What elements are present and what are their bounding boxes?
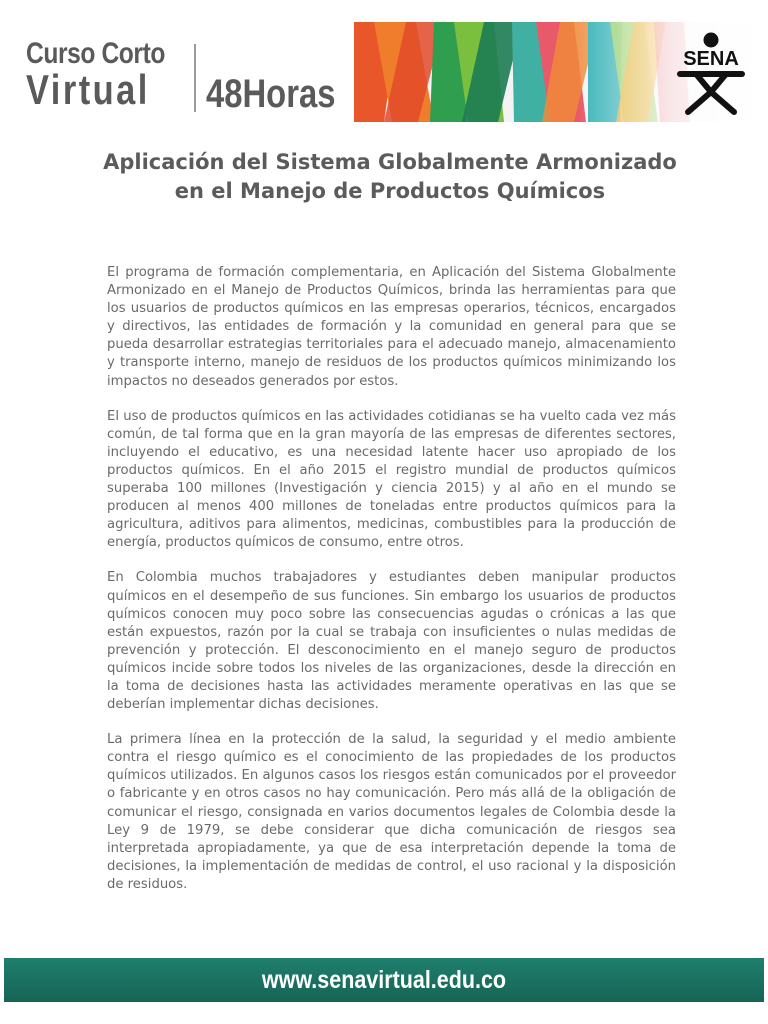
body-paragraph: El programa de formación complementaria, en Aplicación del Sistema Globalmente Armonizado en el Manejo de Productos Químicos, brinda las herramientas para que los usuarios de productos químicos en las empresas operarios, técnicos, encargados y directivos, las entidades de formación y la comunidad en general para que se pueda desarrollar estrategias territoriales para el adecuado manejo, almacenamiento y transporte interno, manejo de residuos de los productos químicos minimizando los impactos no deseados generados por estos. <box>107 265 676 389</box>
sena-logo-figure-icon <box>680 74 742 112</box>
document-body <box>107 264 676 911</box>
document-title: Aplicación del Sistema Globalmente Armonizado en el Manejo de Productos Químicos <box>103 150 677 203</box>
footer-url: www.senavirtual.edu.co <box>261 966 507 994</box>
body-paragraph: La primera línea en la protección de la salud, la seguridad y el medio ambiente contra el riesgo químico es el conocimiento de las propiedades de los productos químicos utilizados. En algunos casos los riesgos están comunicados por el proveedor o fabricante y en otros casos no hay comunicación. Pero más allá de la obligación de comunicar el riesgo, consignada en varios documentos legales de Colombia desde la Ley 9 de 1979, se debe considerar que dicha comunicación de riesgos sea interpretada apropiadamente, ya que de esa interpretación depende la toma de decisiones, la implementación de medidas de control, el uso racional y la disposición de residuos. <box>107 732 676 892</box>
page-footer <box>4 958 764 1002</box>
course-hours: 48Horas <box>206 72 336 116</box>
sena-logo <box>666 30 756 118</box>
course-brand <box>26 37 196 113</box>
brand-line-curso-corto: Curso Corto <box>26 37 165 70</box>
body-paragraph: En Colombia muchos trabajadores y estudiantes deben manipular productos químicos en el desempeño de sus funciones. Sin embargo los usuarios de productos químicos conocen muy poco sobre las consecuencias agudas o crónicas a las que están expuestos, razón por la cual se trabaja con insuficientes o nulas medidas de prevención y protección. El desconocimiento en el manejo seguro de productos químicos incide sobre todos los niveles de las organizaciones, desde la dirección en la toma de decisiones hasta las actividades meramente operativas en las que se deberían implementar dichas decisiones. <box>107 570 676 713</box>
brand-divider <box>194 44 196 112</box>
brand-line-virtual: Virtual <box>26 66 150 113</box>
sena-logo-text: SENA <box>683 48 739 70</box>
body-paragraph: El uso de productos químicos en las actividades cotidianas se ha vuelto cada vez más común, de tal forma que en la gran mayoría de las empresas de diferentes sectores, incluyendo el educativo, es una necesidad latente hacer uso apropiado de los productos químicos. En el año 2015 el registro mundial de productos químicos superaba 100 millones (Investigación y ciencia 2015) y al año en el mundo se producen al menos 400 millones de toneladas entre productos químicos para la agricultura, aditivos para alimentos, medicinas, combustibles para la producción de energía, productos químicos de consumo, entre otros. <box>107 408 676 551</box>
page-header <box>0 0 768 130</box>
sena-logo-head-icon <box>704 33 719 48</box>
